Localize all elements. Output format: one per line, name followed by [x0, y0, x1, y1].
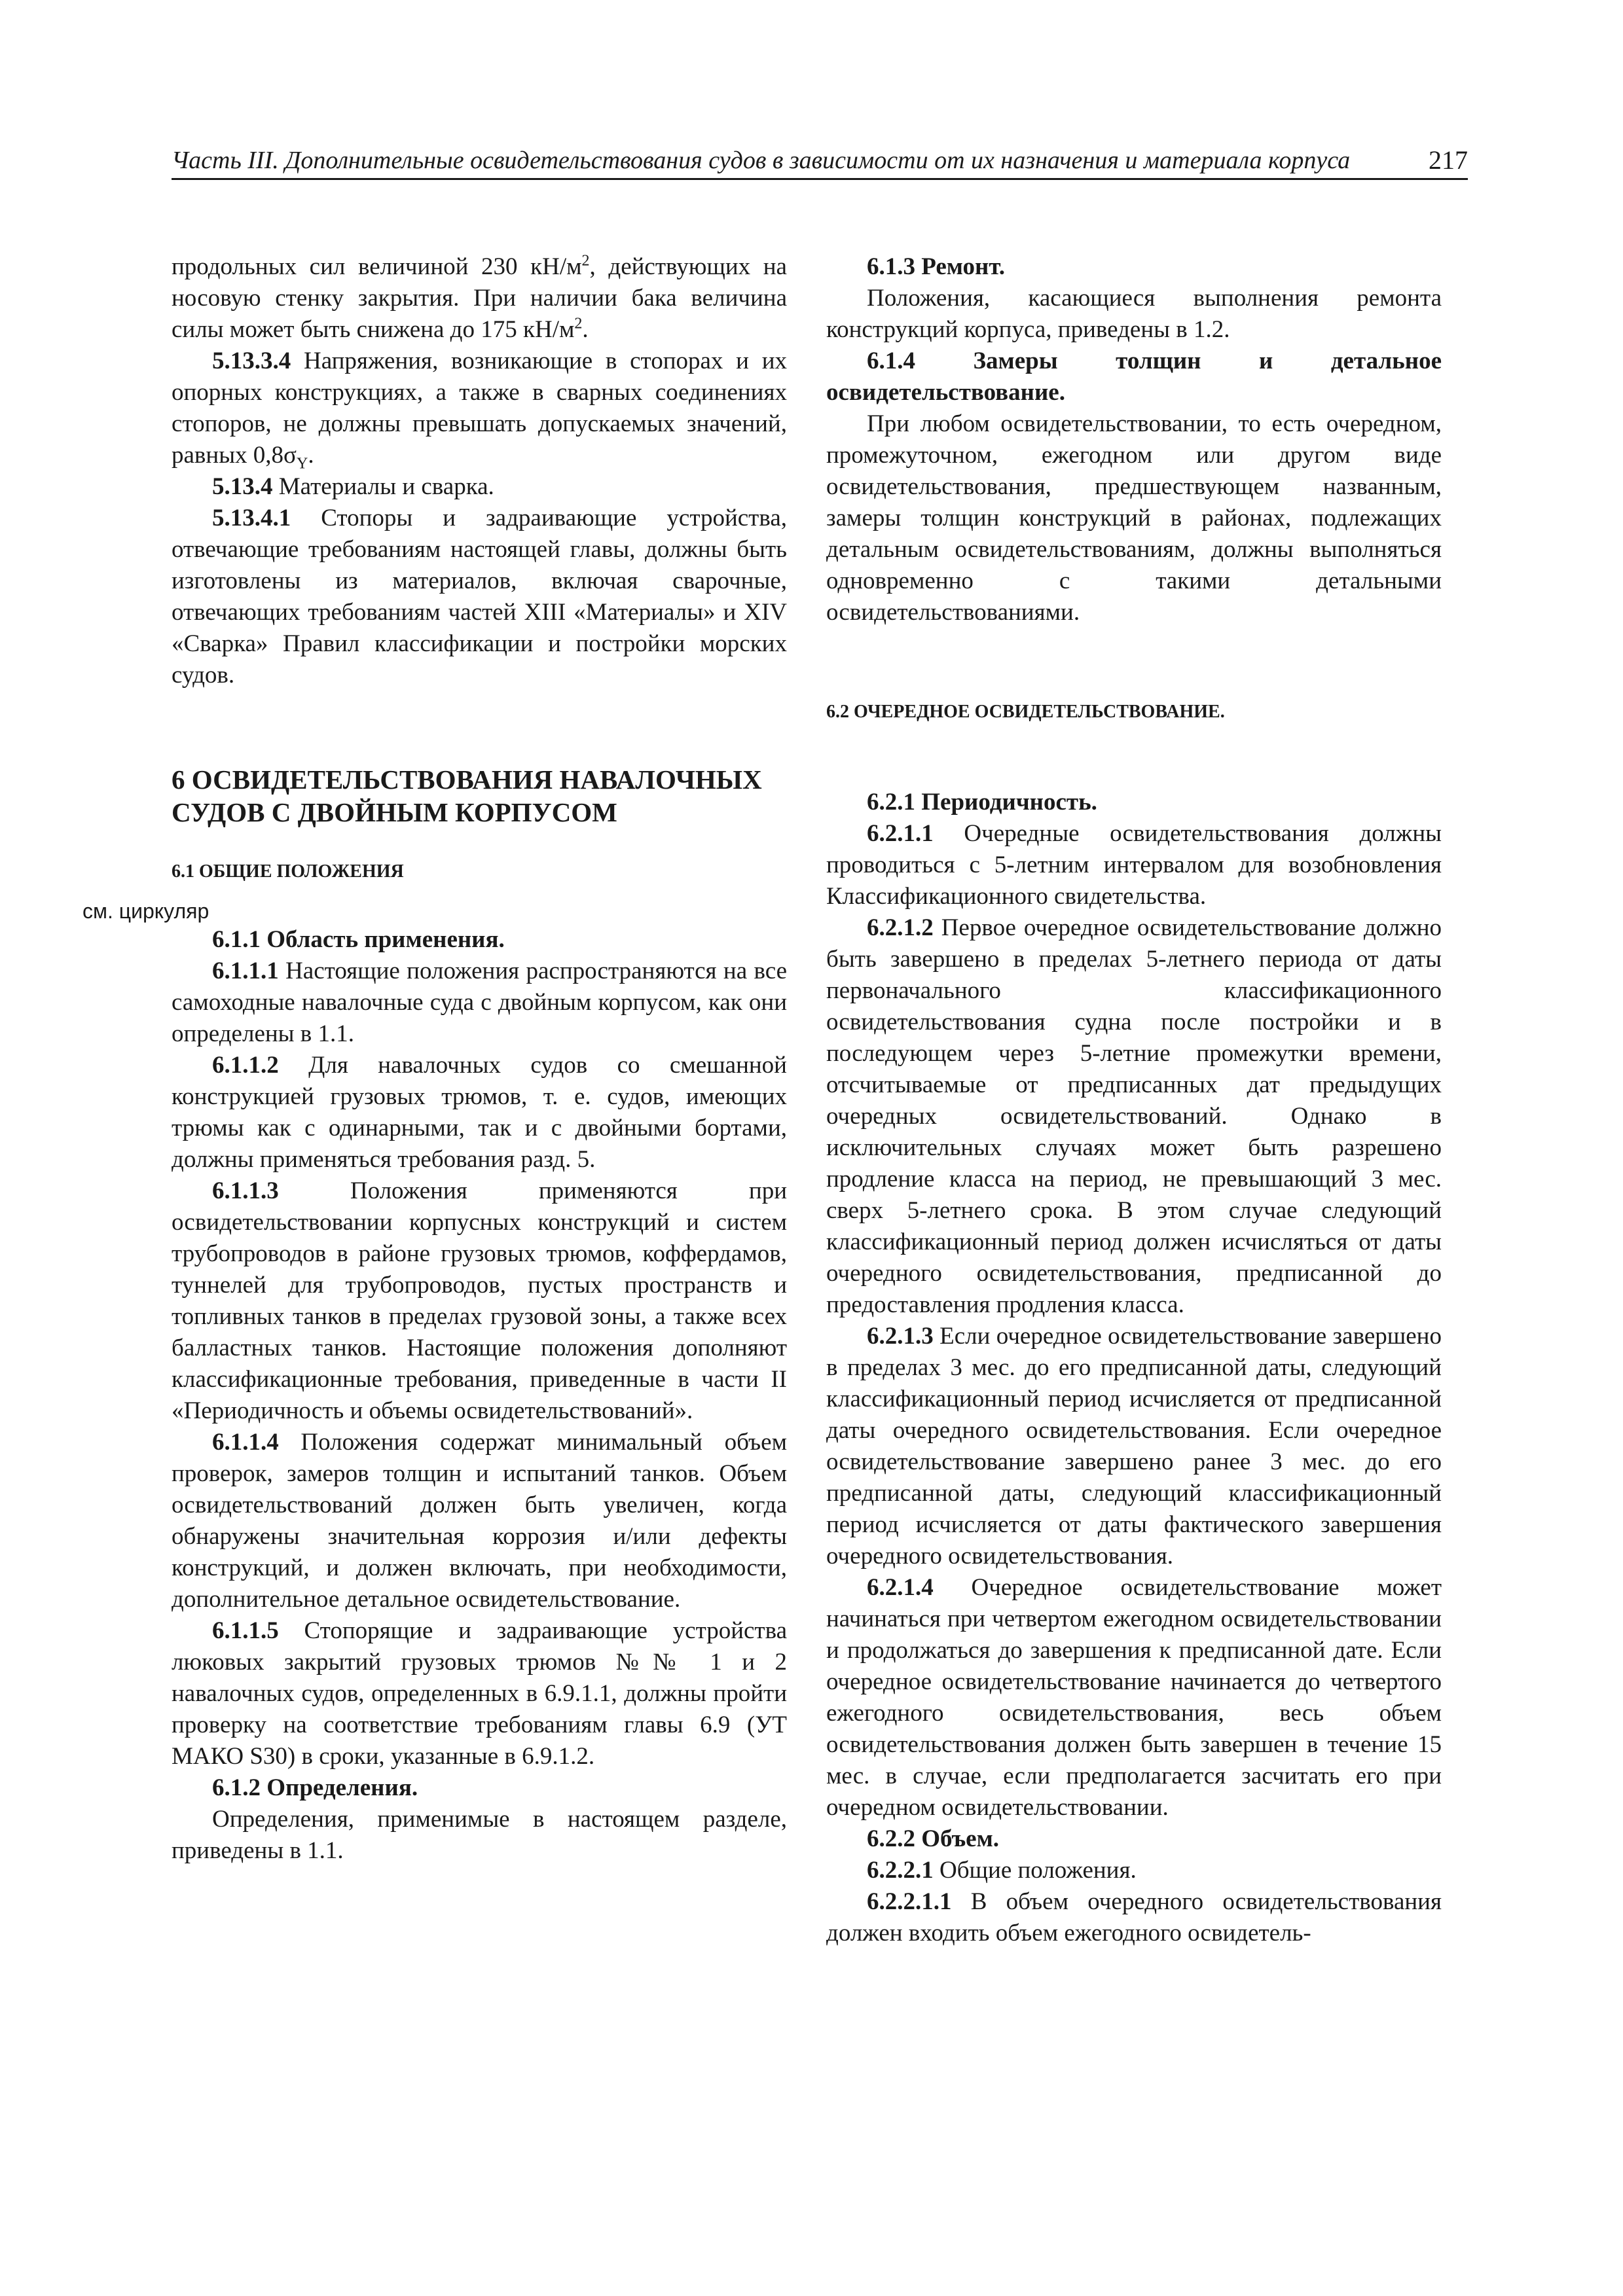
- clause-heading: 6.1.4 Замеры толщин и детальное освидетельствование.: [826, 348, 1442, 406]
- clause-heading: 6.2.2 Объем.: [867, 1825, 1000, 1852]
- paragraph: 6.2.1.2 Первое очередное освидетельствование должно быть завершено в пределах 5-летнего периода от даты первоначального классификационного освидетельствования судна после постройки и в последующем через 5-летние промежутки времени, отсчитываемые от предписанных дат предыдущих очередных освидетельствований. Однако в исключительных случаях может быть разрешено продление класса на период, не превышающий 3 мес. сверх 5-летнего срока. В этом случае следующий классификационный период должен исчисляться от даты очередного освидетельствования, предписанной до предоставления продления класса.: [826, 914, 1442, 1318]
- paragraph: 5.13.3.4 Напряжения, возникающие в стопорах и их опорных конструкциях, а также в сварных соединениях стопоров, не должны превышать допускаемых значений, равных $0,8\sigma_Y$.: [172, 348, 787, 473]
- paragraph: При любом освидетельствовании, то есть очередном, промежуточном, ежегодном или другом виде освидетельствования, предшествующем названным, замеры толщин конструкций в районах, подлежащих детальным освидетельствованиям, должны выполняться одновременно с такими детальными освидетельствованиями.: [826, 410, 1442, 626]
- right-column: [826, 251, 1442, 1949]
- paragraph: 6.2.1.3 Если очередное освидетельствование завершено в пределах 3 мес. до его предписанной даты, следующий классификационный период исчисляется от предписанной даты очередного освидетельствования. Если очередное освидетельствование завершено ранее 3 мес. до его предписанной даты, следующий классификационный период исчисляется от даты фактического завершения очередного освидетельствования.: [826, 1323, 1442, 1570]
- clause-heading: 6.1.3 Ремонт.: [867, 253, 1005, 280]
- left-column: [172, 251, 787, 1867]
- running-header: [172, 145, 1468, 180]
- subsection-heading: 6.2 ОЧЕРЕДНОЕ ОСВИДЕТЕЛЬСТВОВАНИЕ.: [826, 702, 1225, 722]
- section-heading: 6 ОСВИДЕТЕЛЬСТВОВАНИЯ НАВАЛОЧНЫХ СУДОВ С ДВОЙНЫМ КОРПУСОМ: [172, 764, 762, 827]
- paragraph: 5.13.4 Материалы и сварка.: [212, 473, 494, 500]
- subsection-heading: 6.1 ОБЩИЕ ПОЛОЖЕНИЯ: [172, 861, 404, 882]
- paragraph: 6.2.1.1 Очередные освидетельствования должны проводиться с 5-летним интервалом для возобновления Классификационного свидетельства.: [826, 820, 1442, 910]
- paragraph: Определения, применимые в настоящем разделе, приведены в 1.1.: [172, 1806, 787, 1864]
- page-number: 217: [1429, 145, 1468, 175]
- margin-annotation: см. циркуляр: [82, 899, 210, 923]
- paragraph: продольных сил величиной 230 $кН/м^2$, действующих на носовую стенку закрытия. При наличии бака величина силы может быть снижена до 175 $кН/м^2$.: [172, 252, 787, 343]
- clause-heading: 6.1.2 Определения.: [212, 1774, 418, 1801]
- paragraph: 6.2.1.4 Очередное освидетельствование может начинаться при четвертом ежегодном освидетельствовании и продолжаться до завершения к предписанной дате. Если очередное освидетельствование начинается до четвертого ежегодного освидетельствования, весь объем освидетельствования должен быть завершен в течение 15 мес. в случае, если предполагается засчитать его при очередном освидетельствовании.: [826, 1574, 1442, 1821]
- clause-heading: 6.2.1 Периодичность.: [867, 789, 1097, 816]
- paragraph: 6.1.1.4 Положения содержат минимальный объем проверок, замеров толщин и испытаний танков. Объем освидетельствований должен быть увеличен, когда обнаружены значительная коррозия и/или дефекты конструкций, и должен включать, при необходимости, дополнительное детальное освидетельствование.: [172, 1429, 787, 1613]
- paragraph: 5.13.4.1 Стопоры и задраивающие устройства, отвечающие требованиям настоящей главы, должны быть изготовлены из материалов, включая сварочные, отвечающих требованиям частей XIII «Материалы» и XIV «Сварка» Правил классификации и постройки морских судов.: [172, 505, 787, 689]
- paragraph: Положения, касающиеся выполнения ремонта конструкций корпуса, приведены в 1.2.: [826, 285, 1442, 343]
- paragraph: 6.1.1.3 Положения применяются при освидетельствовании корпусных конструкций и систем трубопроводов в районе грузовых трюмов, коффердамов, туннелей для трубопроводов, пустых пространств и топливных танков в пределах грузовой зоны, а также всех балластных танков. Настоящие положения дополняют классификационные требования, приведенные в части II «Периодичность и объемы освидетельствований».: [172, 1177, 787, 1424]
- paragraph: 6.1.1.5 Стопорящие и задраивающие устройства люковых закрытий грузовых трюмов №№ 1 и 2 навалочных судов, определенных в 6.9.1.1, должны пройти проверку на соответствие требованиям главы 6.9 (УТ МАКО S30) в сроки, указанные в 6.9.1.2.: [172, 1617, 787, 1770]
- header-title: Часть III. Дополнительные освидетельствования судов в зависимости от их назначения и материала корпуса: [172, 147, 1351, 174]
- paragraph: 6.1.1.1 Настоящие положения распространяются на все самоходные навалочные суда с двойным корпусом, как они определены в 1.1.: [172, 958, 787, 1047]
- clause-heading: 6.1.1 Область применения.: [212, 926, 505, 953]
- paragraph: 6.1.1.2 Для навалочных судов со смешанной конструкцией грузовых трюмов, т. е. судов, имеющих трюмы как с одинарными, так и с двойными бортами, должны применяться требования разд. 5.: [172, 1052, 787, 1173]
- paragraph: 6.2.2.1.1 В объем очередного освидетельствования должен входить объем ежегодного освидетель-: [826, 1888, 1442, 1946]
- paragraph: 6.2.2.1 Общие положения.: [867, 1857, 1137, 1884]
